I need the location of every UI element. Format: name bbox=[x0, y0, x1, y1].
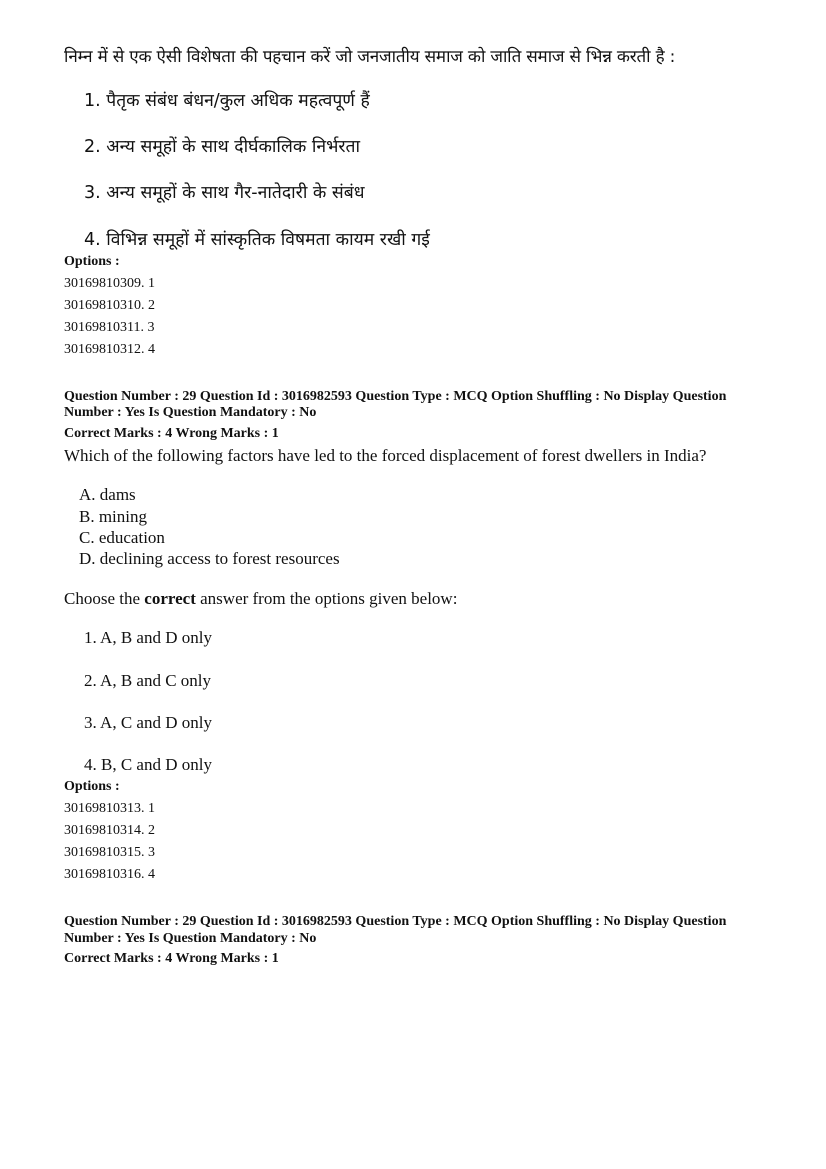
instruction-post: answer from the options given below: bbox=[195, 589, 458, 608]
option-id-3: 30169810311. 3 bbox=[64, 320, 155, 335]
option-id-4: 30169810312. 4 bbox=[64, 342, 155, 357]
question-meta-line2-b: Number : Yes Is Question Mandatory : No bbox=[64, 931, 317, 946]
option-id-2: 30169810310. 2 bbox=[64, 298, 155, 313]
english-choice-1: 1. A, B and D only bbox=[84, 628, 212, 647]
english-question-text: Which of the following factors have led to the forced displacement of forest dwellers in India? bbox=[64, 446, 707, 465]
instruction-text bbox=[64, 589, 457, 609]
statement-c: C. education bbox=[79, 528, 165, 547]
option-id-6: 30169810314. 2 bbox=[64, 823, 155, 838]
question-meta-line2: Number : Yes Is Question Mandatory : No bbox=[64, 405, 317, 420]
options-label-2: Options : bbox=[64, 779, 120, 794]
question-marks: Correct Marks : 4 Wrong Marks : 1 bbox=[64, 426, 279, 441]
english-choice-2: 2. A, B and C only bbox=[84, 671, 212, 690]
hindi-question-text: निम्न में से एक ऐसी विशेषता की पहचान करें जो जनजातीय समाज को जाति समाज से भिन्न करती है : bbox=[64, 47, 676, 67]
option-id-7: 30169810315. 3 bbox=[64, 845, 155, 860]
statement-d: D. declining access to forest resources bbox=[79, 549, 340, 568]
statement-b: B. mining bbox=[79, 507, 148, 526]
hindi-choice-1: 1. पैतृक संबंध बंधन/कुल अधिक महत्वपूर्ण हैं bbox=[84, 91, 370, 111]
instruction-bold: correct bbox=[144, 589, 196, 608]
option-id-8: 30169810316. 4 bbox=[64, 867, 155, 882]
hindi-choice-4: 4. विभिन्न समूहों में सांस्कृतिक विषमता कायम रखी गई bbox=[84, 230, 430, 250]
option-id-5: 30169810313. 1 bbox=[64, 801, 155, 816]
english-choice-4: 4. B, C and D only bbox=[84, 755, 212, 774]
statement-a: A. dams bbox=[79, 485, 136, 504]
question-marks-b: Correct Marks : 4 Wrong Marks : 1 bbox=[64, 951, 279, 966]
hindi-choice-3: 3. अन्य समूहों के साथ गैर-नातेदारी के संबंध bbox=[84, 183, 365, 203]
english-choice-3: 3. A, C and D only bbox=[84, 713, 212, 732]
instruction-pre: Choose the bbox=[64, 589, 145, 608]
question-meta-line1-b: Question Number : 29 Question Id : 3016982593 Question Type : MCQ Option Shuffling : No Display Question bbox=[64, 914, 727, 929]
hindi-choice-2: 2. अन्य समूहों के साथ दीर्घकालिक निर्भरता bbox=[84, 137, 361, 157]
options-label: Options : bbox=[64, 254, 120, 269]
option-id-1: 30169810309. 1 bbox=[64, 276, 155, 291]
question-meta-line1: Question Number : 29 Question Id : 3016982593 Question Type : MCQ Option Shuffling : No Display Question bbox=[64, 389, 727, 404]
